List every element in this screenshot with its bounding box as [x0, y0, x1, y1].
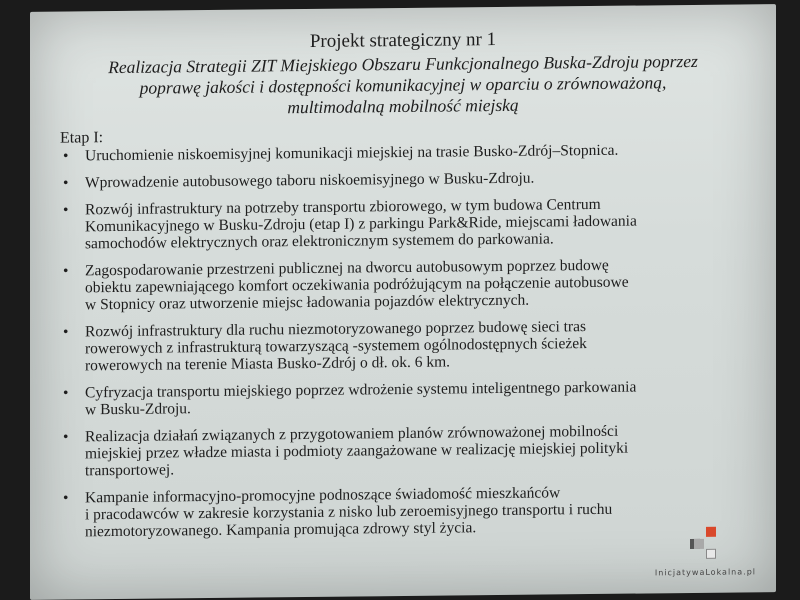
bullet-line: Wprowadzenie autobusowego taboru niskoemisyjnego w Busku-Zdroju. [85, 169, 535, 192]
bullet-icon: • [63, 262, 69, 280]
subtitle-line: multimodalną mobilność miejską [287, 94, 519, 118]
logo-squares-icon [684, 527, 716, 559]
bullet-line: Rozwój infrastruktury dla ruchu niezmotoryzowanego poprzez budowę sieci tras [85, 318, 587, 341]
bullet-line: rowerowych z infrastrukturą towarzyszącą -systemem ogólnodostępnych ścieżek [85, 335, 587, 358]
bullet-icon: • [63, 147, 69, 165]
bullet-icon: • [63, 489, 69, 507]
bullet-line: miejskiej przez władze miasta i podmioty zaangażowane w realizację miejskiej polityki [85, 439, 629, 463]
bullet-line: w Busku-Zdroju. [85, 400, 191, 419]
bullet-line: obiektu zapewniającego komfort oczekiwania podróżującym na połączenie autobusowe [85, 273, 629, 297]
slide-subtitle [60, 50, 746, 120]
bullet-line: niezmotoryzowanego. Kampania promująca zdrowy styl życia. [85, 519, 477, 541]
bullet-line: Uruchomienie niskoemisyjnej komunikacji miejskiej na trasie Busko-Zdrój–Stopnica. [85, 141, 619, 165]
logo [636, 526, 756, 577]
bullet-line: transportowej. [85, 461, 175, 480]
list-item [55, 140, 745, 164]
subtitle-line: poprawę jakości i dostępności komunikacyjnej w oparciu o zrównoważoną, [139, 72, 667, 98]
bullet-icon: • [63, 384, 69, 402]
bullet-line: Rozwój infrastruktury na potrzeby transportu zbiorowego, w tym budowa Centrum [85, 195, 601, 219]
subtitle-line: Realizacja Strategii ZIT Miejskiego Obszaru Funkcjonalnego Buska-Zdroju poprzez [108, 50, 698, 78]
bullet-line: Realizacja działań związanych z przygotowaniem planów zrównoważonej mobilności [85, 422, 619, 446]
list-item [55, 421, 745, 479]
bullet-line: w Stopnicy oraz utworzenie miejsc ładowania pojazdów elektrycznych. [85, 291, 530, 314]
bullet-icon: • [63, 428, 69, 446]
bullet-list [55, 140, 745, 550]
bullet-icon: • [63, 174, 69, 192]
bullet-line: Cyfryzacja transportu miejskiego poprzez wdrożenie systemu inteligentnego parkowania [85, 378, 637, 402]
slide-title: Projekt strategiczny nr 1 [309, 29, 497, 52]
list-item [55, 255, 745, 313]
bullet-line: samochodów elektrycznych oraz elektronicznym systemem do parkowania. [85, 230, 554, 253]
list-item [55, 167, 745, 191]
list-item [55, 194, 745, 252]
bullet-icon: • [63, 201, 69, 219]
stage-label: Etap I: [60, 129, 104, 147]
bullet-line: Zagospodarowanie przestrzeni publicznej na dworcu autobusowym poprzez budowę [85, 256, 609, 280]
title-block [60, 26, 746, 120]
logo-text: InicjatywaLokalna.pl [654, 567, 756, 578]
list-item [55, 377, 745, 418]
bullet-line: rowerowych na terenie Miasta Busko-Zdrój o dł. ok. 6 km. [85, 353, 451, 375]
bullet-icon: • [63, 323, 69, 341]
bullet-line: Komunikacyjnego w Busku-Zdroju (etap I) z parkingu Park&Ride, miejscami ładowania [85, 212, 637, 236]
list-item [55, 316, 745, 374]
bullet-line: Kampanie informacyjno-promocyjne podnoszące świadomość mieszkańców [85, 484, 561, 507]
projection-screen [30, 4, 776, 600]
bullet-line: i pracodawców w zakresie korzystania z nisko lub zeroemisyjnego transportu i ruchu [85, 500, 613, 524]
